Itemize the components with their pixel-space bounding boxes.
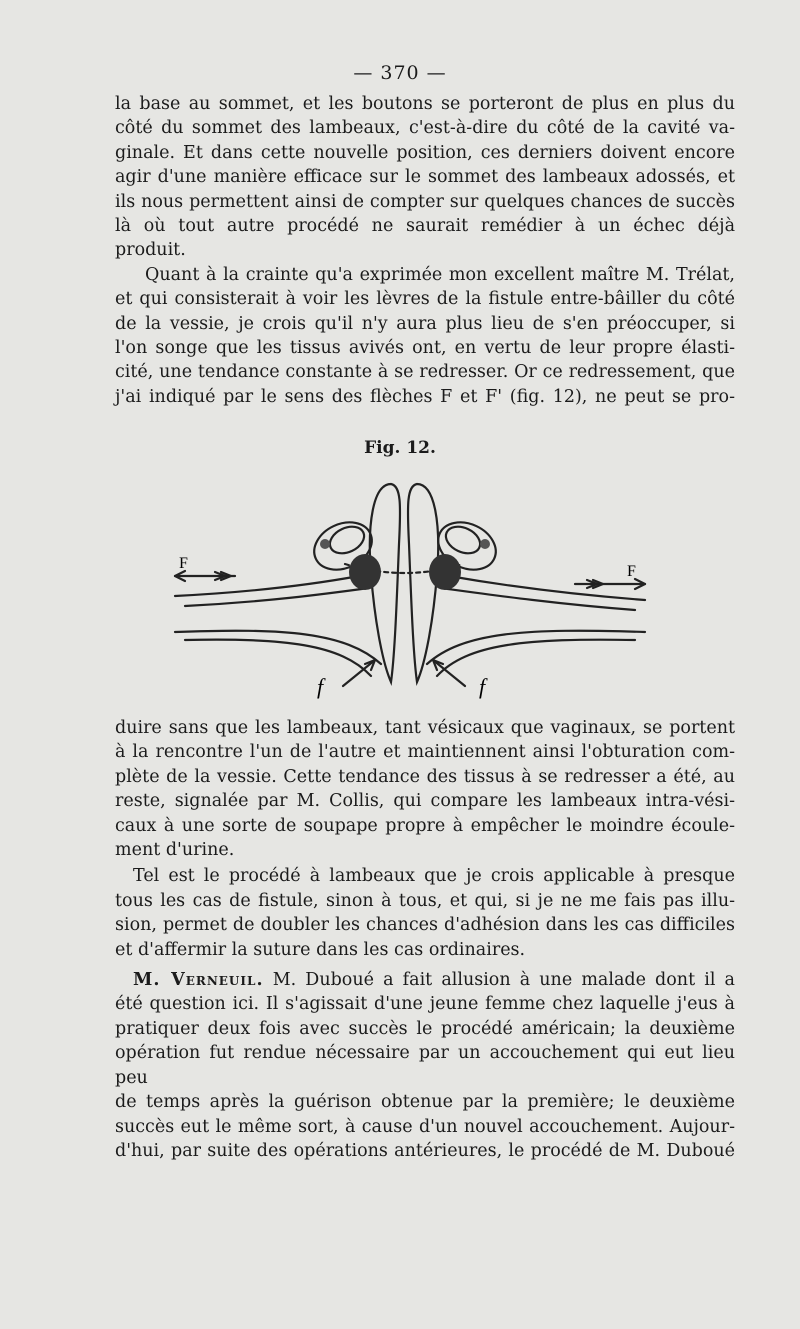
paragraph-1 [115,92,735,263]
page-number: — 370 — [353,62,447,84]
label-f-left-top: F [179,555,188,572]
text-line: et qui consisterait à voir les lèvres de la fistule entre-bâiller du côté [115,289,735,310]
paragraph-3 [115,716,735,862]
text-line: ginale. Et dans cette nouvelle position, ces derniers doivent encore [115,142,735,163]
speaker-text: M. Duboué a fait allusion à une malade dont il a [272,970,735,991]
text-line: plète de la vessie. Cette tendance des tissus à se redresser a été, au [115,766,735,787]
figure-drawing [145,464,665,704]
text-line: et d'affermir la suture dans les cas ordinaires. [115,939,526,960]
text-line: été question ici. Il s'agissait d'une jeune femme chez laquelle j'eus à [115,994,735,1015]
flap-button-right [429,554,461,590]
paragraph-4 [115,864,735,962]
text-line: tous les cas de fistule, sinon à tous, et qui, si je ne me fais pas illu- [115,890,735,911]
text-line: là où tout autre procédé ne saurait remédier à un échec déjà [115,216,735,237]
figure-caption: Fig. 12. [364,438,436,458]
lower-curve-right-2 [437,640,635,676]
text-line: duire sans que les lambeaux, tant vésicaux que vaginaux, se portent [115,718,735,738]
text-line: ment d'urine. [115,840,235,861]
text-line: reste, signalée par M. Collis, qui compare les lambeaux intra-vési- [115,791,735,812]
text-line: sion, permet de doubler les chances d'adhésion dans les cas difficiles [115,915,735,936]
text-line: Quant à la crainte qu'a exprimée mon excellent maître M. Trélat, [145,264,735,285]
label-f-right-top: F [627,563,636,580]
text-line: Tel est le procédé à lambeaux que je crois applicable à presque [133,866,735,887]
speaker-name: M. Verneuil. [133,970,264,991]
upper-line-right [449,576,645,600]
text-line [115,968,735,992]
text-line: côté du sommet des lambeaux, c'est-à-dire du côté de la cavité va- [115,118,735,139]
text-line: opération fut rendue nécessaire par un accouchement qui eut lieu peu [115,1043,735,1088]
text-line: j'ai indiqué par le sens des flèches F et F' (fig. 12), ne peut se pro- [115,386,735,407]
arrow-left-bottom [343,660,375,686]
text-line: cité, une tendance constante à se redresser. Or ce redressement, que [115,362,735,383]
upper-line-left-2 [185,588,369,606]
text-line: la base au sommet, et les boutons se porteront de plus en plus du [115,94,735,114]
arrow-right-bottom [433,660,465,686]
text-line: de temps après la guérison obtenue par la première; le deuxième [115,1092,735,1113]
text-line: caux à une sorte de soupape propre à empêcher le moindre écoule- [115,815,735,836]
text-line: agir d'une manière efficace sur le sommet des lambeaux adossés, et [115,167,735,188]
flap-button-left [349,554,381,590]
text-line: pratiquer deux fois avec succès le procédé américain; la deuxième [115,1018,735,1039]
text-line: succès eut le même sort, à cause d'un nouvel accouchement. Aujour- [115,1116,735,1137]
text-line: de la vessie, je crois qu'il n'y aura plus lieu de s'en préoccuper, si [115,313,735,334]
label-f-right-bottom: f [479,674,486,699]
label-f-left-bottom: f [317,674,324,699]
text-line: produit. [115,240,186,261]
text-block-lower [115,716,735,1163]
text-line: ils nous permettent ainsi de compter sur quelques chances de succès [115,191,735,212]
upper-line-right-2 [441,588,635,610]
paragraph-5 [115,968,735,1163]
text-line: d'hui, par suite des opérations antérieures, le procédé de M. Duboué [115,1140,735,1161]
text-line: l'on songe que les tissus avivés ont, en vertu de leur propre élasti- [115,338,735,359]
figure-12 [145,464,665,704]
text-line: à la rencontre l'un de l'autre et maintiennent ainsi l'obturation com- [115,742,735,763]
paragraph-2 [115,263,735,409]
lower-curve-left-2 [185,640,371,676]
text-block-upper [115,92,735,409]
